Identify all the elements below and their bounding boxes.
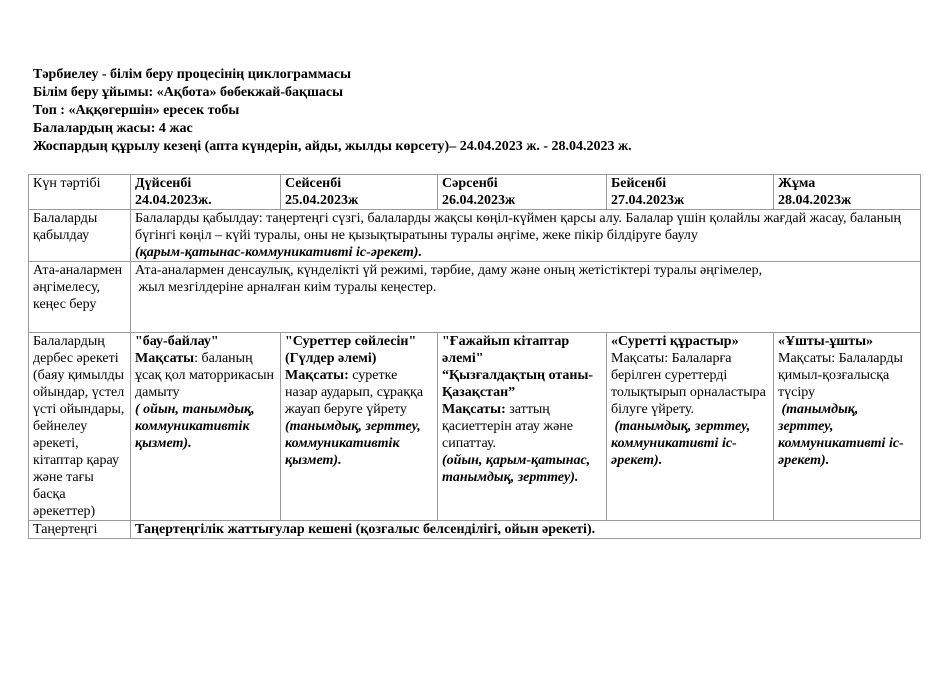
parents-text: жыл мезгілдеріне арналған киім туралы кеңестер. — [135, 280, 437, 295]
activity-title: "Ғажайып кітаптар әлемі" — [442, 334, 570, 366]
day-date: 27.04.2023ж — [611, 193, 685, 208]
day-header — [607, 175, 774, 210]
day-header — [438, 175, 607, 210]
parents-text: Ата-аналармен денсаулық, күнделікті үй режимі, тәрбие, даму және оның жетістіктері туралы әңгімелер, — [135, 263, 763, 278]
activity-goal: Мақсаты: Балаларға берілген суреттерді толықтырып орналастыра білуге үйрету. — [611, 351, 766, 417]
header-title: Тәрбиелеу - білім беру процесінің циклограммасы — [33, 67, 352, 82]
activity-cell — [281, 333, 438, 521]
activity-cell — [774, 333, 921, 521]
day-header — [131, 175, 281, 210]
reception-note: (қарым-қатынас-коммуникативті іс-әрекет). — [135, 245, 422, 260]
parents-cell — [131, 262, 921, 333]
activity-cell — [607, 333, 774, 521]
activity-title: "Суреттер сөйлесін" — [285, 334, 417, 349]
goal-label: Мақсаты — [135, 351, 195, 366]
activity-subtitle: (Гүлдер әлемі) — [285, 351, 377, 366]
day-name: Бейсенбі — [611, 176, 667, 191]
header-period: Жоспардың құрылу кезеңі (апта күндерін, айды, жылды көрсету)– 24.04.2023 ж. - 28.04.2023 ж. — [33, 139, 632, 154]
goal-text: заттың қасиеттерін атау және сипаттау. — [442, 402, 574, 451]
day-date: 28.04.2023ж — [778, 193, 852, 208]
row-label: Таңертеңгі — [29, 521, 131, 539]
morning-cell: Таңертеңгілік жаттығулар кешені (қозғалыс белсенділігі, ойын әрекеті). — [131, 521, 921, 539]
day-header — [774, 175, 921, 210]
goal-text: : баланың ұсақ қол маторрикасын дамыту — [135, 351, 274, 400]
goal-text: суретке назар аударып, сұраққа жауап беруге үйрету — [285, 368, 424, 417]
header-organization: Білім беру ұйымы: «Ақбота» бөбекжай-бақшасы — [33, 85, 344, 100]
activity-goal: Мақсаты: Балаларды қимыл-қозғалысқа түсіру — [778, 351, 903, 400]
activity-subtitle: “Қызғалдақтың отаны-Қазақстан” — [442, 368, 594, 400]
activity-note: (танымдық, зерттеу, коммуникативті іс-әрекет). — [611, 419, 754, 468]
activity-goal — [285, 368, 423, 417]
day-name: Жұма — [778, 176, 816, 191]
header-group: Топ : «Аққөгершін» ересек тобы — [33, 103, 240, 118]
activity-title: «Ұшты-ұшты» — [778, 334, 874, 349]
day-date: 25.04.2023ж — [285, 193, 359, 208]
document-header — [33, 66, 632, 156]
day-name: Сәрсенбі — [442, 176, 498, 191]
day-date: 24.04.2023ж. — [135, 193, 212, 208]
row-label: Ата-аналармен әңгімелесу, кеңес беру — [29, 262, 131, 333]
day-date: 26.04.2023ж — [442, 193, 516, 208]
activity-goal — [135, 351, 274, 400]
goal-label: Мақсаты: — [285, 368, 349, 383]
activity-title: «Суретті құрастыр» — [611, 334, 739, 349]
corner-cell: Күн тәртібі — [29, 175, 131, 210]
day-name: Сейсенбі — [285, 176, 342, 191]
goal-label: Мақсаты: — [442, 402, 506, 417]
row-label: Балалардың дербес әрекеті (баяу қимылды ойындар, үстел үсті ойындары, бейнелеу әрекеті, кітаптар қарау және тағы басқа әрекеттер) — [29, 333, 131, 521]
reception-text: Балаларды қабылдау: таңертеңгі сүзгі, балаларды жақсы көңіл-күймен қарсы алу. Балалар үшін қолайлы жағдай жасау, баланың бүгінгі көңіл – күйі туралы, оны не қызықтыратыны туралы әңгіме, жеке пікір білдіруге баулу — [135, 211, 901, 243]
table-row-parents — [29, 262, 921, 333]
activity-note: (танымдық, зерттеу, коммуникативті іс-әрекет). — [778, 402, 904, 468]
table-row-morning — [29, 521, 921, 539]
activity-note: (ойын, қарым-қатынас, танымдық, зерттеу). — [442, 453, 591, 485]
row-label: Балаларды қабылдау — [29, 210, 131, 262]
day-header — [281, 175, 438, 210]
table-row-activity — [29, 333, 921, 521]
reception-cell — [131, 210, 921, 262]
activity-cell — [131, 333, 281, 521]
day-name: Дүйсенбі — [135, 176, 192, 191]
activity-note: (танымдық, зерттеу, коммуникативтік қызмет). — [285, 419, 421, 468]
header-age: Балалардың жасы: 4 жас — [33, 121, 193, 136]
activity-note: ( ойын, танымдық, коммуникативтік қызмет). — [135, 402, 255, 451]
activity-goal — [442, 402, 573, 451]
activity-title: "бау-байлау" — [135, 334, 219, 349]
schedule-table — [28, 174, 921, 539]
activity-cell — [438, 333, 607, 521]
table-header-row — [29, 175, 921, 210]
table-row-reception — [29, 210, 921, 262]
